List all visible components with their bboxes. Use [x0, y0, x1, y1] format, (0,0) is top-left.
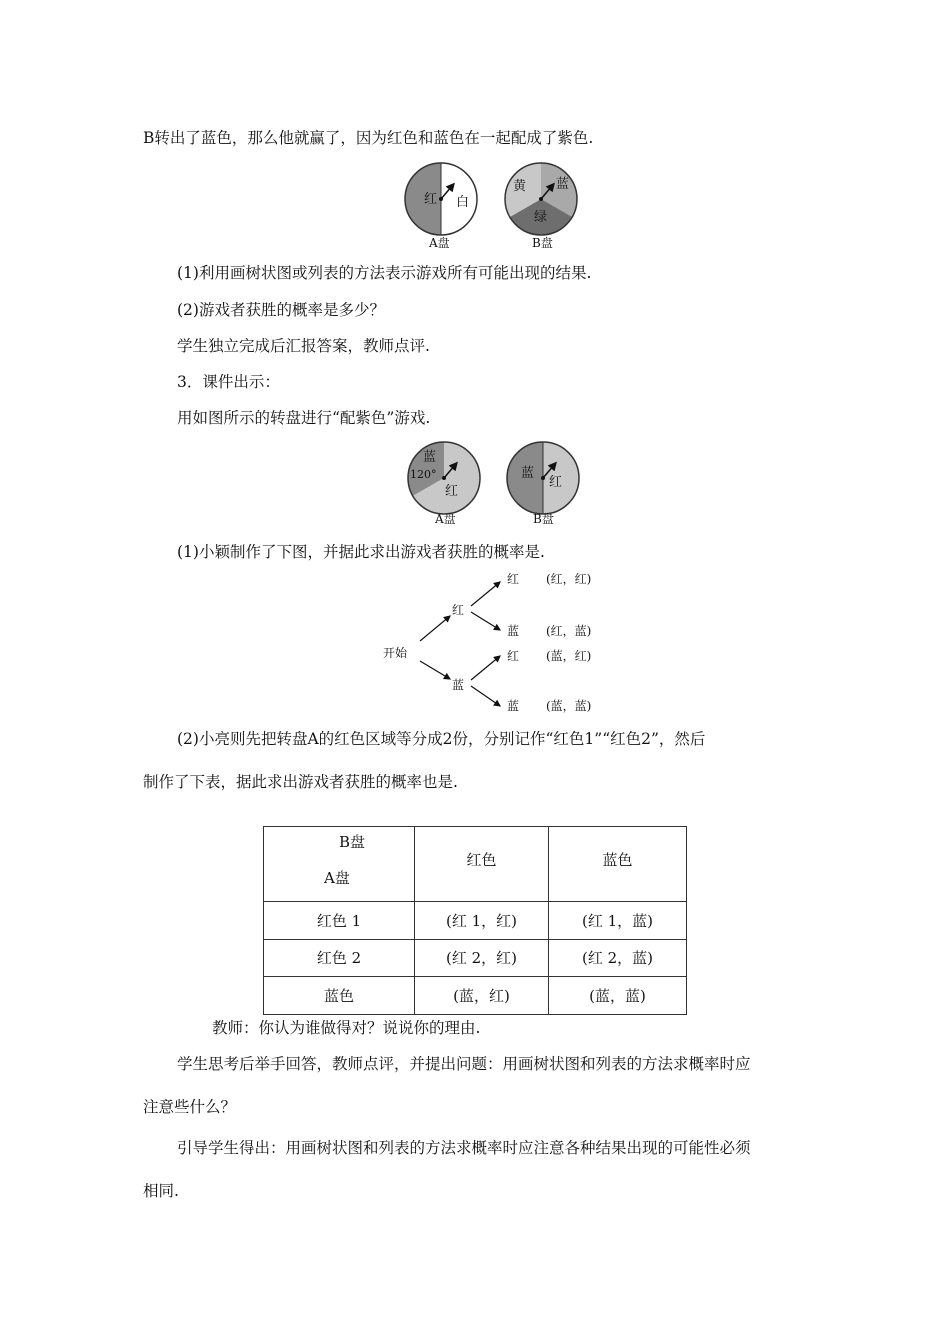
question-2: (2)游戏者获胜的概率是多少？ [177, 301, 385, 319]
table-cell: (红 2，红) [415, 939, 549, 977]
table-row [264, 977, 687, 1015]
table-cell: (红 1，蓝) [549, 902, 687, 940]
spinner-a-caption: A盘 [435, 512, 456, 526]
tree-root: 开始 [383, 646, 408, 660]
table-cell: (蓝，蓝) [549, 977, 687, 1015]
paragraph-conclusion-line2: 相同. [143, 1182, 179, 1200]
spinner-a-red-label: 红 [424, 192, 438, 207]
spinner-b [507, 442, 579, 526]
question-4-line1: (2)小亮则先把转盘A的红色区域等分成2份，分别记作“红色1”“红色2”，然后 [177, 730, 706, 748]
tree-result: (红，红) [546, 572, 592, 586]
spinner-b-caption: B盘 [532, 236, 553, 250]
teacher-question: 教师：你认为谁做得对？说说你的理由. [212, 1019, 481, 1037]
column-header: 红色 [415, 827, 549, 902]
spinner-a-caption: A盘 [429, 236, 450, 250]
paragraph-game: 用如图所示的转盘进行“配紫色”游戏. [177, 409, 431, 427]
row-label: 红色 1 [264, 902, 415, 940]
header-a-label: A盘 [324, 869, 350, 887]
tree-result: (蓝，红) [546, 649, 592, 663]
spinner-a [405, 163, 477, 250]
tree-level2-item: 蓝 [507, 624, 520, 638]
column-header: 蓝色 [549, 827, 687, 902]
tree-level1-red: 红 [452, 603, 465, 617]
table-header-corner [264, 827, 415, 902]
paragraph-intro: B转出了蓝色，那么他就赢了，因为红色和蓝色在一起配成了紫色. [143, 129, 594, 147]
table-cell: (红 1，红) [415, 902, 549, 940]
spinner-figure-2 [403, 437, 588, 529]
spinner-a-red-label: 红 [445, 484, 459, 499]
question-1: (1)利用画树状图或列表的方法表示游戏所有可能出现的结果. [177, 264, 592, 282]
tree-level2-item: 红 [507, 649, 520, 663]
paragraph-student-report: 学生独立完成后汇报答案，教师点评. [177, 337, 430, 355]
table-cell: (红 2，蓝) [549, 939, 687, 977]
spinner-b-yellow-label: 黄 [513, 179, 527, 194]
spinner-b-red-label: 红 [549, 475, 563, 490]
question-3: (1)小颖制作了下图，并据此求出游戏者获胜的概率是. [177, 543, 545, 561]
outcome-table [263, 826, 687, 1015]
row-label: 红色 2 [264, 939, 415, 977]
spinner-b [505, 163, 577, 250]
spinner-a-blue-label: 蓝 [423, 450, 437, 465]
spinner-a [408, 442, 480, 526]
section-3-heading: 3．课件出示： [177, 373, 280, 391]
spinner-a-angle-label: 120° [410, 468, 437, 481]
spinner-b-green-label: 绿 [534, 210, 548, 225]
spinner-b-blue-label: 蓝 [556, 177, 570, 192]
paragraph-discussion-line2: 注意些什么？ [143, 1098, 237, 1116]
table-row [264, 902, 687, 940]
tree-diagram [380, 568, 630, 718]
spinner-b-caption: B盘 [533, 512, 554, 526]
question-4-line2: 制作了下表，据此求出游戏者获胜的概率也是. [143, 773, 458, 791]
header-b-label: B盘 [339, 833, 366, 851]
paragraph-conclusion-line1: 引导学生得出：用画树状图和列表的方法求概率时应注意各种结果出现的可能性必须 [177, 1139, 751, 1157]
tree-result: (红，蓝) [546, 624, 592, 638]
spinner-b-blue-label: 蓝 [521, 466, 535, 481]
spinner-figure-1 [400, 158, 585, 250]
tree-result: (蓝，蓝) [546, 699, 592, 713]
table-cell: (蓝，红) [415, 977, 549, 1015]
table-row [264, 939, 687, 977]
tree-level2-item: 红 [507, 572, 520, 586]
paragraph-discussion-line1: 学生思考后举手回答，教师点评，并提出问题：用画树状图和列表的方法求概率时应 [177, 1055, 751, 1073]
spinner-a-white-label: 白 [456, 195, 470, 210]
tree-level1-blue: 蓝 [452, 678, 465, 692]
tree-level2-item: 蓝 [507, 699, 520, 713]
row-label: 蓝色 [264, 977, 415, 1015]
